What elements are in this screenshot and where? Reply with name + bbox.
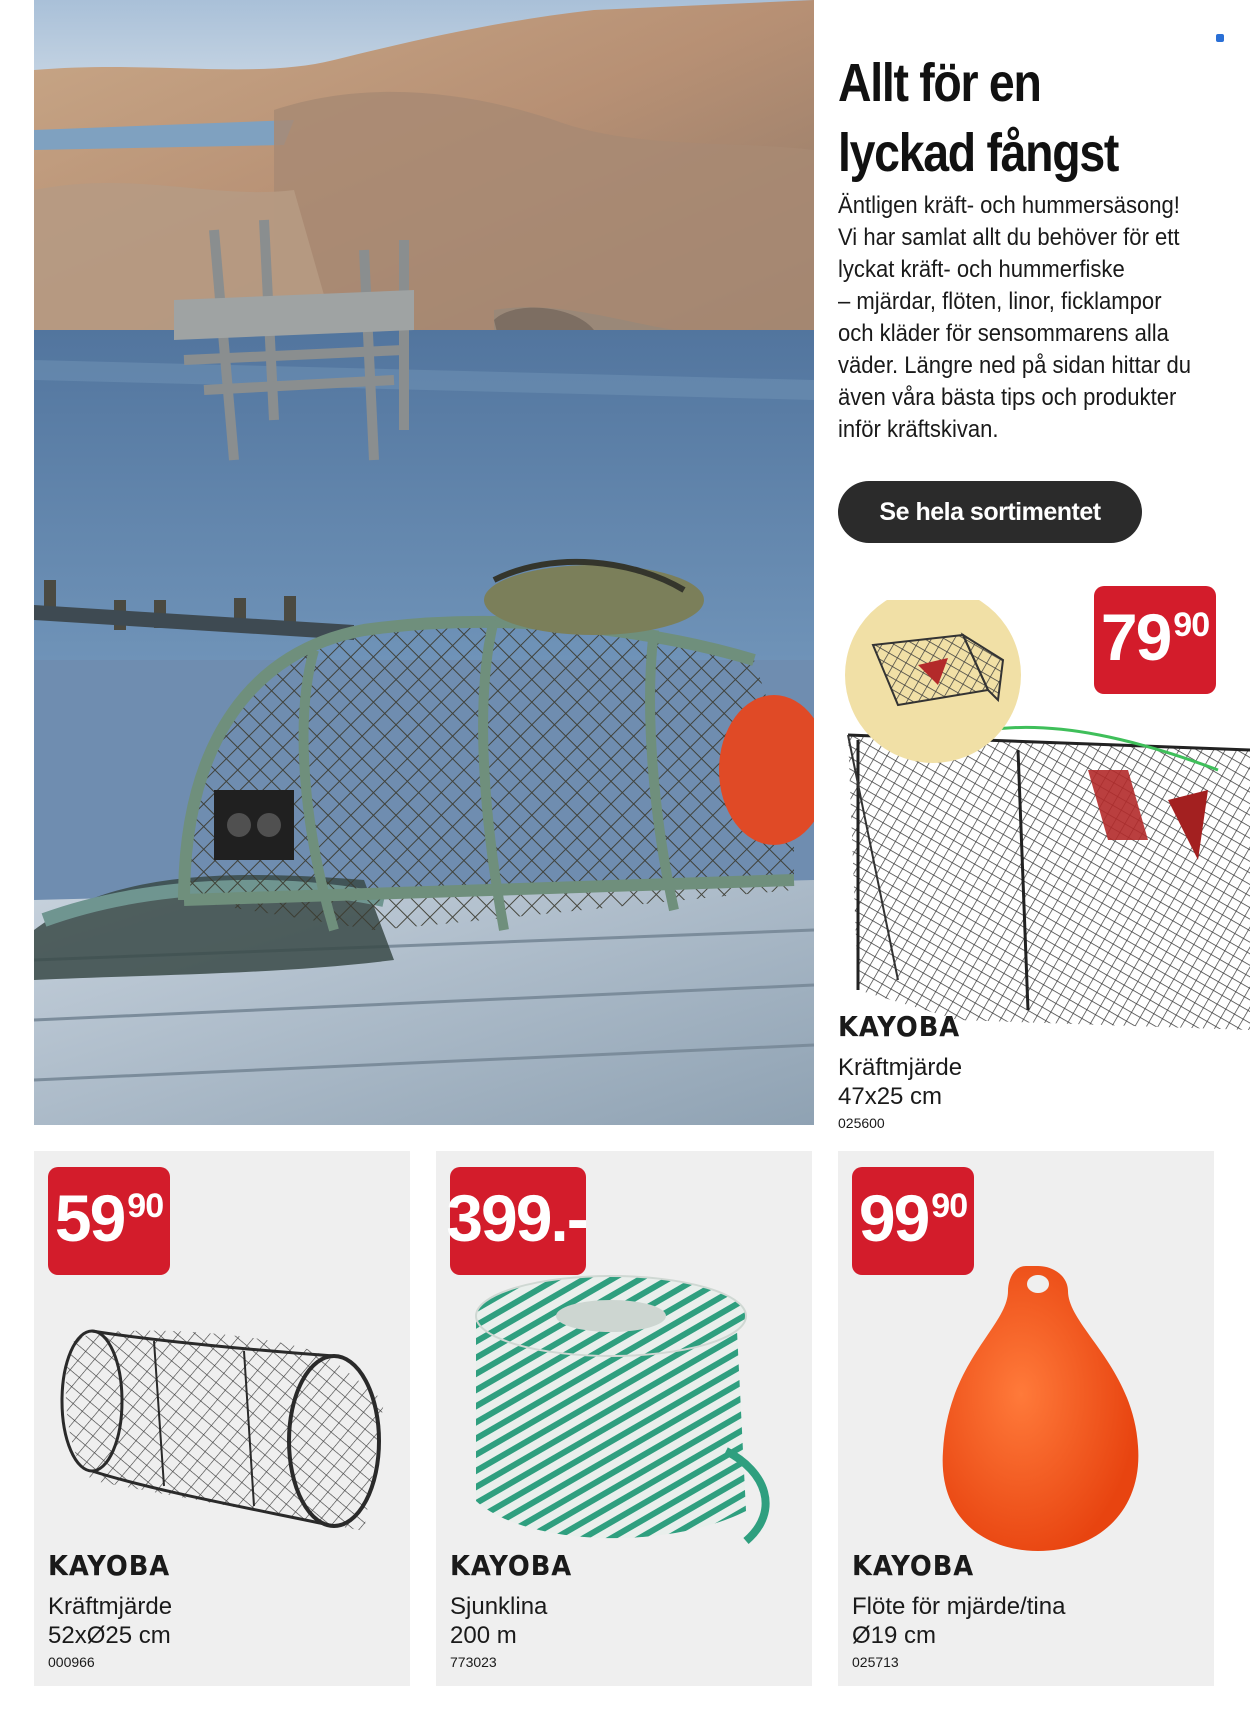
headline-line-1: Allt för en (838, 53, 1041, 113)
product-name[interactable]: Flöte för mjärde/tina (852, 1593, 1066, 1620)
intro-line: Vi har samlat allt du behöver för ett (838, 224, 1180, 251)
intro-line: även våra bästa tips och produkter (838, 384, 1177, 411)
intro-line: – mjärdar, flöten, linor, ficklampor (838, 288, 1162, 315)
product-card[interactable] (838, 1151, 1214, 1686)
hero-photo (34, 0, 814, 1125)
intro-text (838, 190, 1198, 446)
product-name[interactable]: Kräftmjärde (838, 1054, 963, 1081)
page-title (838, 48, 1182, 188)
product-size: 47x25 cm (838, 1083, 943, 1110)
brand-name: KAYOBA (838, 1010, 961, 1043)
intro-line: lyckat kräft- och hummerfiske (838, 256, 1125, 283)
see-full-range-button[interactable]: Se hela sortimentet (838, 481, 1142, 543)
brand-name: KAYOBA (450, 1549, 573, 1582)
intro-line: väder. Längre ned på sidan hittar du (838, 352, 1192, 379)
product-name[interactable]: Kräftmjärde (48, 1593, 173, 1620)
price-tag (852, 1167, 974, 1275)
corner-mark-icon (1216, 34, 1224, 42)
product-code: 025600 (838, 1115, 885, 1131)
price-decimals: 90 (931, 1187, 968, 1225)
product-size: Ø19 cm (852, 1622, 937, 1649)
brand-name: KAYOBA (852, 1549, 975, 1582)
product-name[interactable]: Sjunklina (450, 1593, 548, 1620)
price-main: 99 (858, 1181, 929, 1255)
product-code: 000966 (48, 1654, 95, 1670)
product-info (48, 1549, 181, 1670)
product-size: 200 m (450, 1622, 517, 1649)
product-info (450, 1549, 583, 1670)
price-decimals: 90 (127, 1187, 164, 1225)
product-size: 52xØ25 cm (48, 1622, 171, 1649)
intro-line: Äntligen kräft- och hummersäsong! (838, 192, 1180, 219)
price-tag (446, 1167, 587, 1275)
product-code: 773023 (450, 1654, 497, 1670)
product-card[interactable] (436, 1151, 812, 1686)
product-card[interactable] (34, 1151, 410, 1686)
brand-name: KAYOBA (48, 1549, 171, 1582)
headline-line-2: lyckad fångst (838, 123, 1119, 183)
intro-line: inför kräftskivan. (838, 416, 999, 443)
price-tag (48, 1167, 170, 1275)
featured-product-info (838, 1010, 971, 1131)
price-main: 79 (1100, 600, 1171, 674)
featured-price-tag (1094, 586, 1216, 694)
product-code: 025713 (852, 1654, 899, 1670)
price-main: 399.- (446, 1181, 587, 1255)
price-decimals: 90 (1173, 606, 1210, 644)
price-main: 59 (54, 1181, 125, 1255)
intro-line: och kläder för sensommarens alla (838, 320, 1169, 347)
product-info (852, 1549, 1065, 1670)
